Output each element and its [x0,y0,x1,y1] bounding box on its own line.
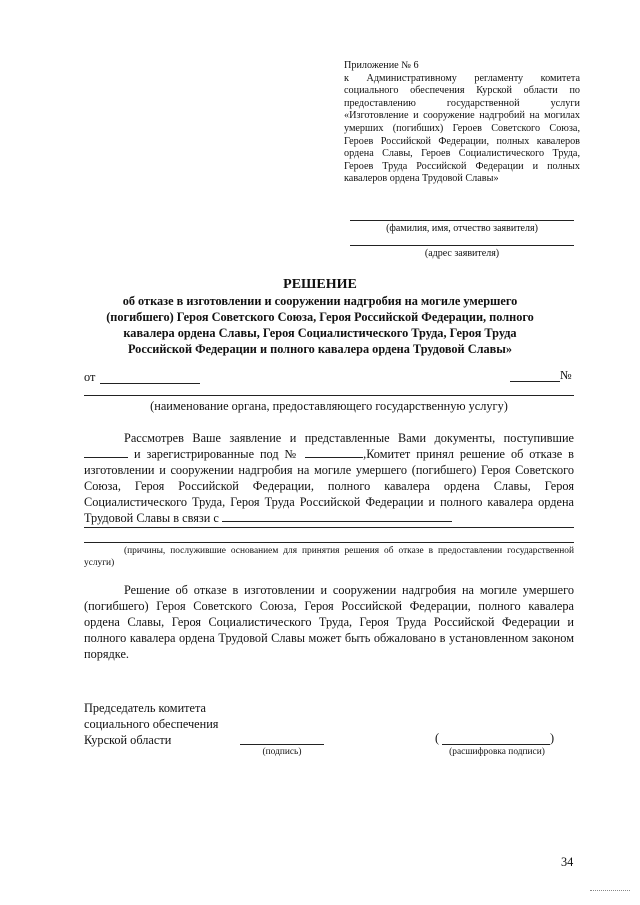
scan-artifact [590,890,630,891]
decode-caption: (расшифровка подписи) [449,747,545,757]
number-line [510,381,560,382]
date-from-label: от [84,370,96,384]
signatory-position: Председатель комитета [84,701,206,715]
annex-heading: Приложение № 6 [344,60,419,71]
paragraph-refusal-a: Рассмотрев Ваше заявление и представленные Вами документы, поступившие [124,431,574,445]
subtitle-line: об отказе в изготовлении и сооружении надгробия на могиле умершего [122,294,518,308]
signatory-position: социального обеспечения [84,717,219,731]
reasons-caption: (причины, послужившие основанием для принятия решения об отказе в предоставлении государственной услуги) [84,546,574,568]
paragraph-refusal-b: и зарегистрированные под № [133,447,300,461]
applicant-name-line [350,220,574,221]
number-label: № [560,368,572,382]
applicant-address-line [350,245,574,246]
page-number: 34 [561,855,574,869]
organ-caption: (наименование органа, предоставляющего государственную услугу) [150,399,508,413]
document-subtitle [80,293,560,357]
subtitle-line: кавалера ордена Славы, Героя Социалистического Труда, Героя Труда [123,326,517,340]
signature-line [240,744,324,745]
signatory-position: Курской области [84,733,172,747]
decode-open-paren: ( [435,731,440,745]
annex-text: к Административному регламенту комитета социального обеспечения Курской области по предоставлению государственной услуги «Изготовление и сооружение надгробий на могилах умерших (погибших) Героев Советского Союза, Героев Российской Федерации, полных кавалеров ордена Славы, Героев Социалистического Труда, Героев Труда Российской Федерации и полных кавалеров ордена Трудовой Славы» [344,72,580,185]
reason-blank [222,511,452,522]
subtitle-line: Российской Федерации и полного кавалера ордена Трудовой Славы» [127,342,513,356]
decode-close-paren: ) [550,731,555,745]
annex-block [344,60,580,186]
received-date-blank [84,447,128,458]
signature-caption: (подпись) [262,747,302,757]
signature-block [84,700,218,748]
registration-number-blank [305,447,363,458]
paragraph-refusal [84,430,574,526]
reason-line [84,542,574,543]
applicant-address-caption: (адрес заявителя) [424,248,500,259]
date-line [100,383,200,384]
subtitle-line: (погибшего) Героя Советского Союза, Героя Российской Федерации, полного [106,310,534,324]
paragraph-appeal: Решение об отказе в изготовлении и сооружении надгробия на могиле умершего (погибшего) Героя Советского Союза, Героя Российской Федерации, полного кавалера ордена Славы, Героя Социалистического Труда, Героя Труда Российской Федерации и полного кавалера ордена Трудовой Славы может быть обжаловано в установленном законом порядке. [84,583,574,661]
organ-line [84,395,574,396]
paragraph-refusal-c: ,Комитет принял решение об отказе в изготовлении и сооружении надгробия на могиле умершего (погибшего) Героя Советского Союза, Героя Российской Федерации, полного кавалера ордена Славы, Героя Социалистического Труда, Героя Труда Российской Федерации и полного кавалера ордена Трудовой Славы в связи с [84,447,574,525]
document-title: РЕШЕНИЕ [283,277,357,292]
reason-line [84,527,574,528]
decode-line [442,744,550,745]
applicant-name-caption: (фамилия, имя, отчество заявителя) [386,223,538,234]
